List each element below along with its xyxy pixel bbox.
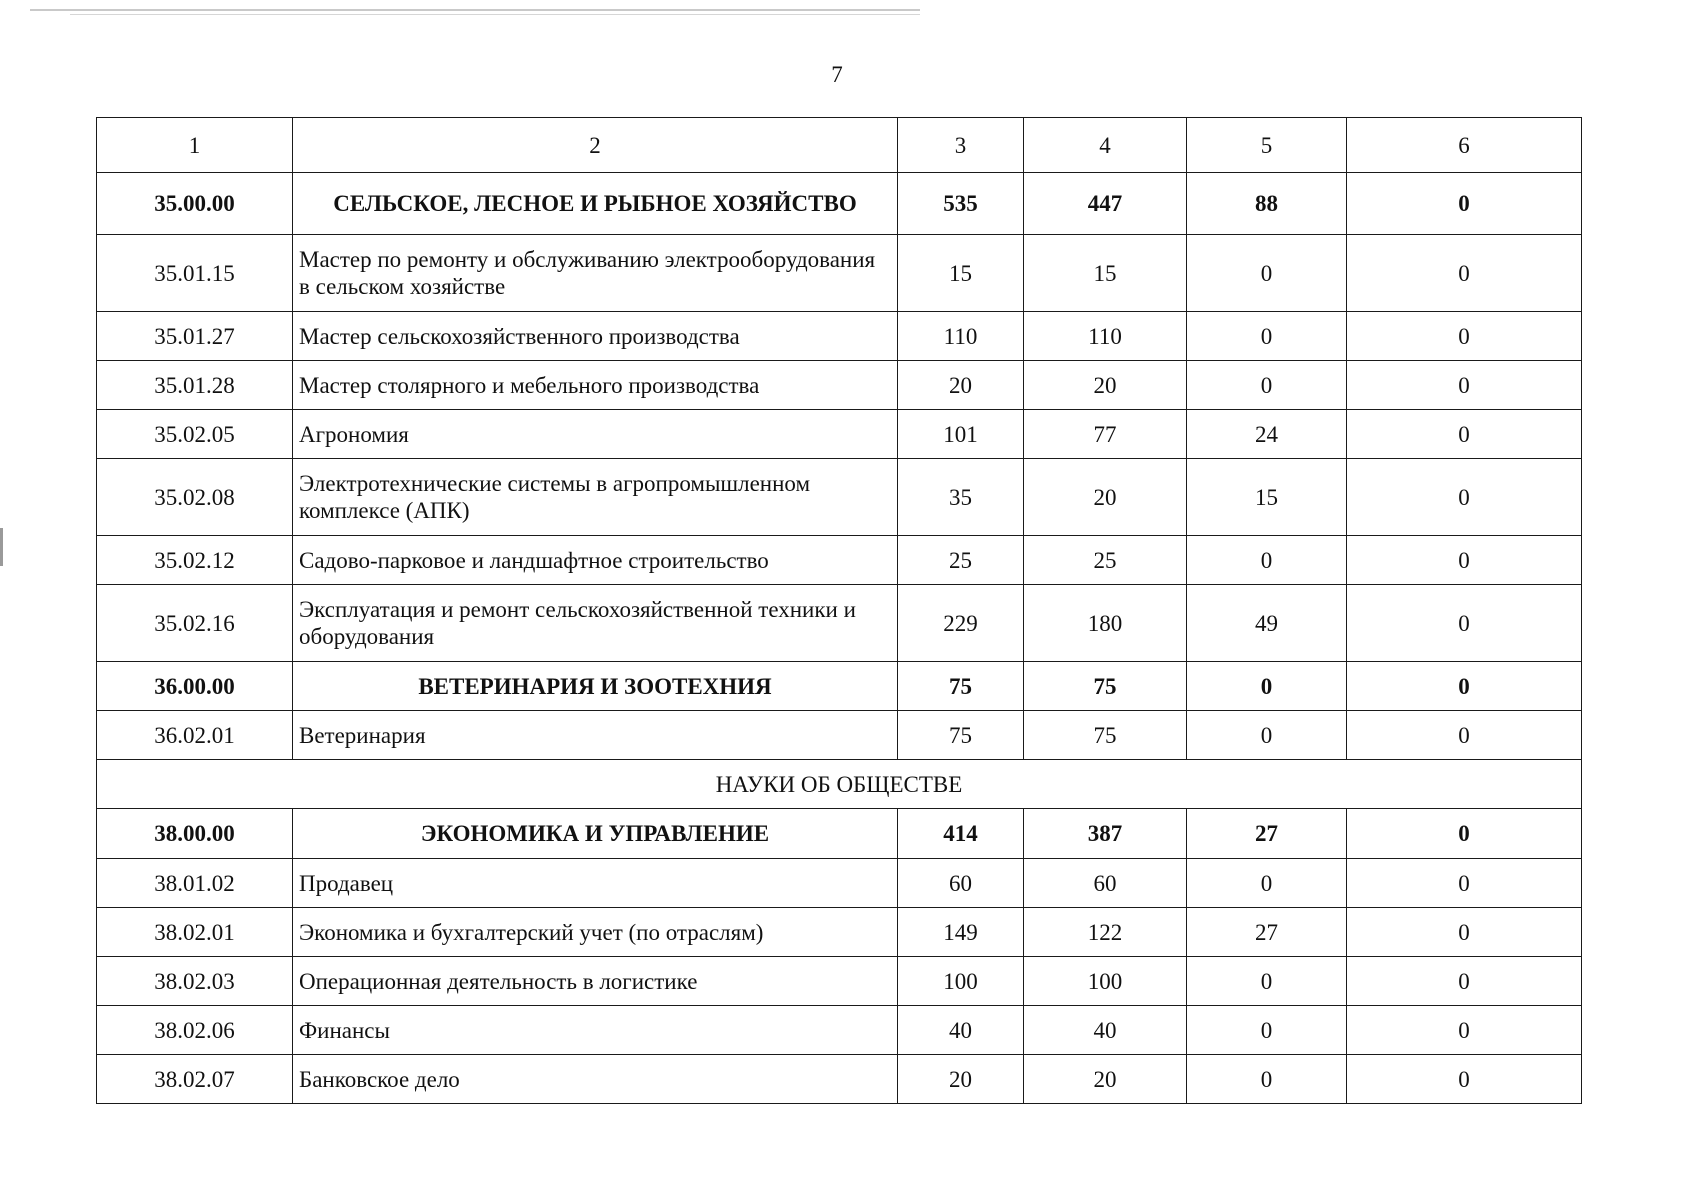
value-col-3: 25: [898, 536, 1024, 585]
specialty-name: Банковское дело: [293, 1055, 898, 1104]
specialty-name: Эксплуатация и ремонт сельскохозяйственной техники и оборудования: [293, 585, 898, 662]
value-col-3: 101: [898, 410, 1024, 459]
specialty-name: Мастер по ремонту и обслуживанию электрооборудования в сельском хозяйстве: [293, 235, 898, 312]
value-col-4: 75: [1024, 711, 1187, 760]
table-row: [97, 711, 1582, 760]
value-col-6: 0: [1347, 1055, 1582, 1104]
specialty-code: 36.02.01: [97, 711, 293, 760]
scan-edge-line: [30, 9, 920, 11]
table-row: [97, 957, 1582, 1006]
value-col-3: 20: [898, 361, 1024, 410]
value-col-5: 15: [1187, 459, 1347, 536]
group-row: [97, 809, 1582, 859]
page-number: 7: [831, 62, 843, 87]
specialty-code: 35.01.27: [97, 312, 293, 361]
value-col-6: 0: [1347, 859, 1582, 908]
value-col-3: 149: [898, 908, 1024, 957]
value-col-6: 0: [1347, 908, 1582, 957]
specialty-code: 38.02.01: [97, 908, 293, 957]
table-row: [97, 459, 1582, 536]
value-col-6: 0: [1347, 173, 1582, 235]
value-col-3: 100: [898, 957, 1024, 1006]
scan-edge-line: [70, 14, 920, 15]
specialty-name: Мастер столярного и мебельного производства: [293, 361, 898, 410]
header-number-row: [97, 118, 1582, 173]
table-body: [97, 118, 1582, 1104]
specialty-name: СЕЛЬСКОЕ, ЛЕСНОЕ И РЫБНОЕ ХОЗЯЙСТВО: [293, 173, 898, 235]
value-col-4: 60: [1024, 859, 1187, 908]
specialty-code: 36.00.00: [97, 662, 293, 711]
header-number: 6: [1347, 118, 1582, 173]
value-col-4: 15: [1024, 235, 1187, 312]
group-row: [97, 173, 1582, 235]
table-row: [97, 1055, 1582, 1104]
specialty-name: Электротехнические системы в агропромышленном комплексе (АПК): [293, 459, 898, 536]
value-col-4: 122: [1024, 908, 1187, 957]
value-col-5: 24: [1187, 410, 1347, 459]
specialty-code: 35.01.15: [97, 235, 293, 312]
value-col-4: 25: [1024, 536, 1187, 585]
header-number: 1: [97, 118, 293, 173]
value-col-5: 0: [1187, 361, 1347, 410]
value-col-5: 0: [1187, 859, 1347, 908]
value-col-4: 77: [1024, 410, 1187, 459]
specialty-name: Продавец: [293, 859, 898, 908]
value-col-5: 0: [1187, 235, 1347, 312]
value-col-5: 49: [1187, 585, 1347, 662]
value-col-6: 0: [1347, 312, 1582, 361]
value-col-3: 75: [898, 662, 1024, 711]
value-col-5: 27: [1187, 809, 1347, 859]
value-col-3: 414: [898, 809, 1024, 859]
specialty-code: 35.01.28: [97, 361, 293, 410]
value-col-3: 60: [898, 859, 1024, 908]
value-col-5: 0: [1187, 1055, 1347, 1104]
value-col-3: 110: [898, 312, 1024, 361]
header-number: 4: [1024, 118, 1187, 173]
specialty-code: 35.00.00: [97, 173, 293, 235]
table-row: [97, 585, 1582, 662]
specialty-code: 38.02.03: [97, 957, 293, 1006]
specialty-name: ЭКОНОМИКА И УПРАВЛЕНИЕ: [293, 809, 898, 859]
value-col-4: 110: [1024, 312, 1187, 361]
value-col-6: 0: [1347, 711, 1582, 760]
value-col-5: 88: [1187, 173, 1347, 235]
value-col-6: 0: [1347, 536, 1582, 585]
header-number: 2: [293, 118, 898, 173]
value-col-6: 0: [1347, 957, 1582, 1006]
value-col-3: 535: [898, 173, 1024, 235]
specialty-name: Операционная деятельность в логистике: [293, 957, 898, 1006]
table-row: [97, 235, 1582, 312]
value-col-3: 40: [898, 1006, 1024, 1055]
value-col-4: 180: [1024, 585, 1187, 662]
table-row: [97, 410, 1582, 459]
specialty-name: Агрономия: [293, 410, 898, 459]
specialty-name: Финансы: [293, 1006, 898, 1055]
value-col-4: 20: [1024, 361, 1187, 410]
section-title: НАУКИ ОБ ОБЩЕСТВЕ: [97, 760, 1582, 809]
value-col-5: 0: [1187, 1006, 1347, 1055]
value-col-4: 40: [1024, 1006, 1187, 1055]
specialty-code: 38.02.07: [97, 1055, 293, 1104]
value-col-4: 387: [1024, 809, 1187, 859]
value-col-4: 75: [1024, 662, 1187, 711]
specialty-code: 35.02.16: [97, 585, 293, 662]
value-col-6: 0: [1347, 361, 1582, 410]
specialties-table: [96, 117, 1582, 1104]
value-col-5: 0: [1187, 662, 1347, 711]
value-col-5: 0: [1187, 312, 1347, 361]
specialty-code: 35.02.05: [97, 410, 293, 459]
value-col-6: 0: [1347, 410, 1582, 459]
value-col-6: 0: [1347, 1006, 1582, 1055]
value-col-4: 447: [1024, 173, 1187, 235]
table-row: [97, 1006, 1582, 1055]
specialty-code: 38.00.00: [97, 809, 293, 859]
specialty-code: 35.02.08: [97, 459, 293, 536]
group-row: [97, 662, 1582, 711]
value-col-6: 0: [1347, 662, 1582, 711]
value-col-5: 0: [1187, 536, 1347, 585]
table-row: [97, 312, 1582, 361]
section-row: [97, 760, 1582, 809]
value-col-5: 27: [1187, 908, 1347, 957]
value-col-3: 35: [898, 459, 1024, 536]
specialty-name: Мастер сельскохозяйственного производства: [293, 312, 898, 361]
value-col-3: 229: [898, 585, 1024, 662]
specialty-name: Ветеринария: [293, 711, 898, 760]
specialty-name: Садово-парковое и ландшафтное строительство: [293, 536, 898, 585]
specialty-code: 38.01.02: [97, 859, 293, 908]
specialty-name: Экономика и бухгалтерский учет (по отраслям): [293, 908, 898, 957]
specialty-code: 35.02.12: [97, 536, 293, 585]
table-row: [97, 536, 1582, 585]
value-col-3: 15: [898, 235, 1024, 312]
value-col-5: 0: [1187, 711, 1347, 760]
specialty-code: 38.02.06: [97, 1006, 293, 1055]
specialty-name: ВЕТЕРИНАРИЯ И ЗООТЕХНИЯ: [293, 662, 898, 711]
value-col-6: 0: [1347, 459, 1582, 536]
value-col-4: 20: [1024, 459, 1187, 536]
table-row: [97, 859, 1582, 908]
header-number: 5: [1187, 118, 1347, 173]
header-number: 3: [898, 118, 1024, 173]
value-col-4: 20: [1024, 1055, 1187, 1104]
value-col-6: 0: [1347, 585, 1582, 662]
value-col-3: 75: [898, 711, 1024, 760]
value-col-3: 20: [898, 1055, 1024, 1104]
scan-margin-mark: [0, 528, 3, 566]
table-row: [97, 361, 1582, 410]
table-row: [97, 908, 1582, 957]
value-col-6: 0: [1347, 235, 1582, 312]
value-col-5: 0: [1187, 957, 1347, 1006]
value-col-4: 100: [1024, 957, 1187, 1006]
value-col-6: 0: [1347, 809, 1582, 859]
